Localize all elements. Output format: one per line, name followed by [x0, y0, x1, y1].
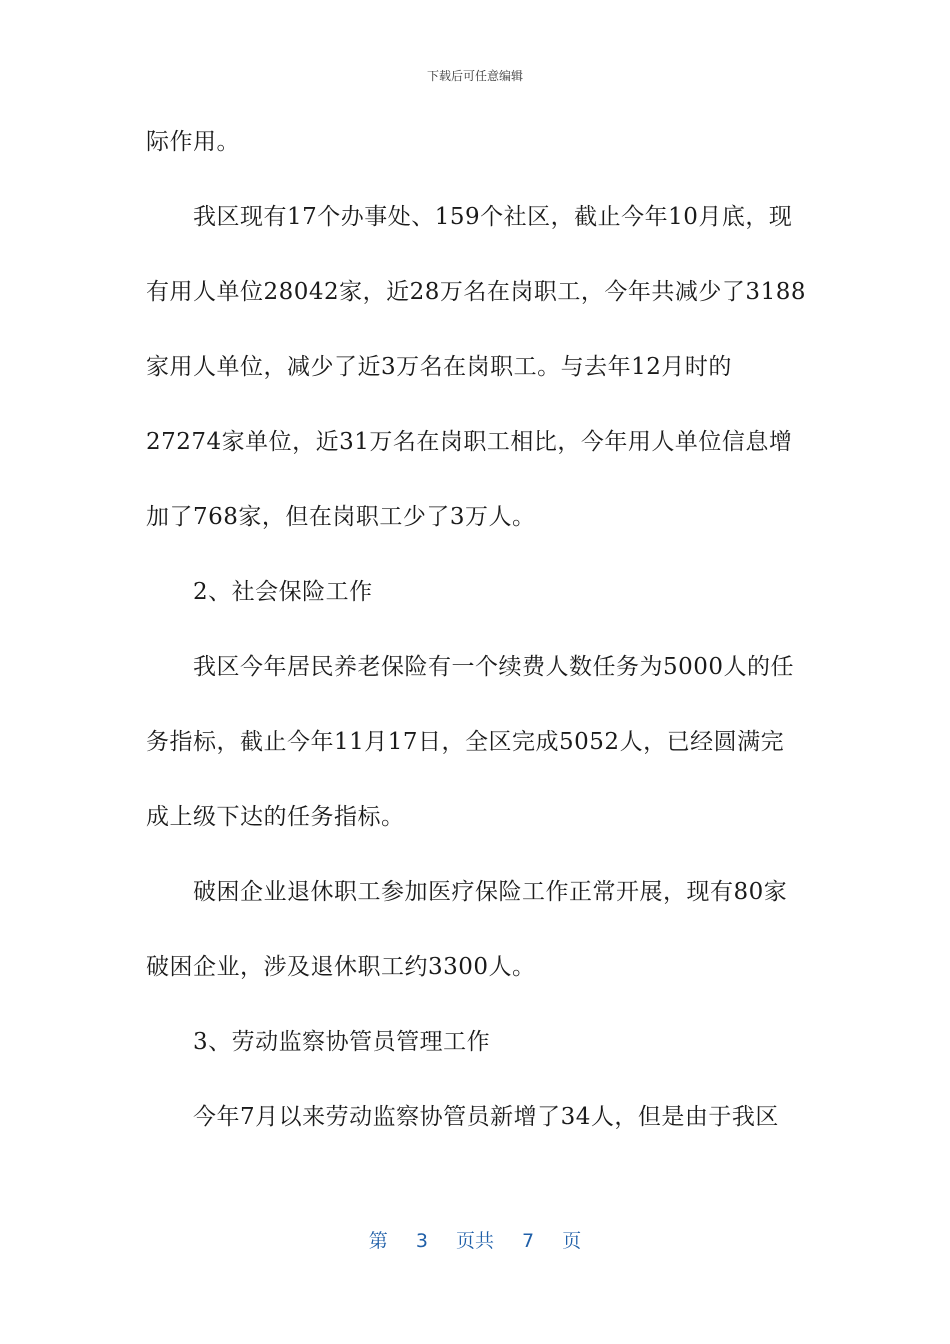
footer-label-end: 页 [562, 1230, 582, 1252]
text-line-10: 成上级下达的任务指标。 [146, 804, 405, 830]
section-heading-social-insurance: 2、社会保险工作 [193, 579, 373, 605]
footer-current-page: 3 [415, 1230, 428, 1252]
footer-label-page: 第 [368, 1230, 388, 1252]
text-line-4: 家用人单位，减少了近3万名在岗职工。与去年12月时的 [146, 354, 732, 380]
text-line-14: 今年7月以来劳动监察协管员新增了34人，但是由于我区 [193, 1104, 779, 1130]
section-heading-labor-supervision: 3、劳动监察协管员管理工作 [193, 1029, 491, 1055]
text-line-12: 破困企业，涉及退休职工约3300人。 [146, 954, 536, 980]
text-line-1: 际作用。 [146, 129, 240, 155]
document-body [146, 122, 806, 1172]
text-line-8: 我区今年居民养老保险有一个续费人数任务为5000人的任 [193, 654, 795, 680]
text-line-5: 27274家单位，近31万名在岗职工相比，今年用人单位信息增 [146, 429, 793, 455]
text-line-9: 务指标，截止今年11月17日，全区完成5052人，已经圆满完 [146, 729, 785, 755]
text-line-2: 我区现有17个办事处、159个社区，截止今年10月底，现 [193, 204, 793, 230]
text-line-6: 加了768家，但在岗职工少了3万人。 [146, 504, 536, 530]
text-line-3: 有用人单位28042家，近28万名在岗职工，今年共减少了3188 [146, 279, 806, 305]
page-header: 下载后可任意编辑 [426, 69, 523, 83]
page-footer [0, 1226, 950, 1253]
text-line-11: 破困企业退休职工参加医疗保险工作正常开展，现有80家 [193, 879, 788, 905]
footer-total-pages: 7 [522, 1230, 535, 1252]
footer-label-total: 页共 [455, 1230, 494, 1252]
